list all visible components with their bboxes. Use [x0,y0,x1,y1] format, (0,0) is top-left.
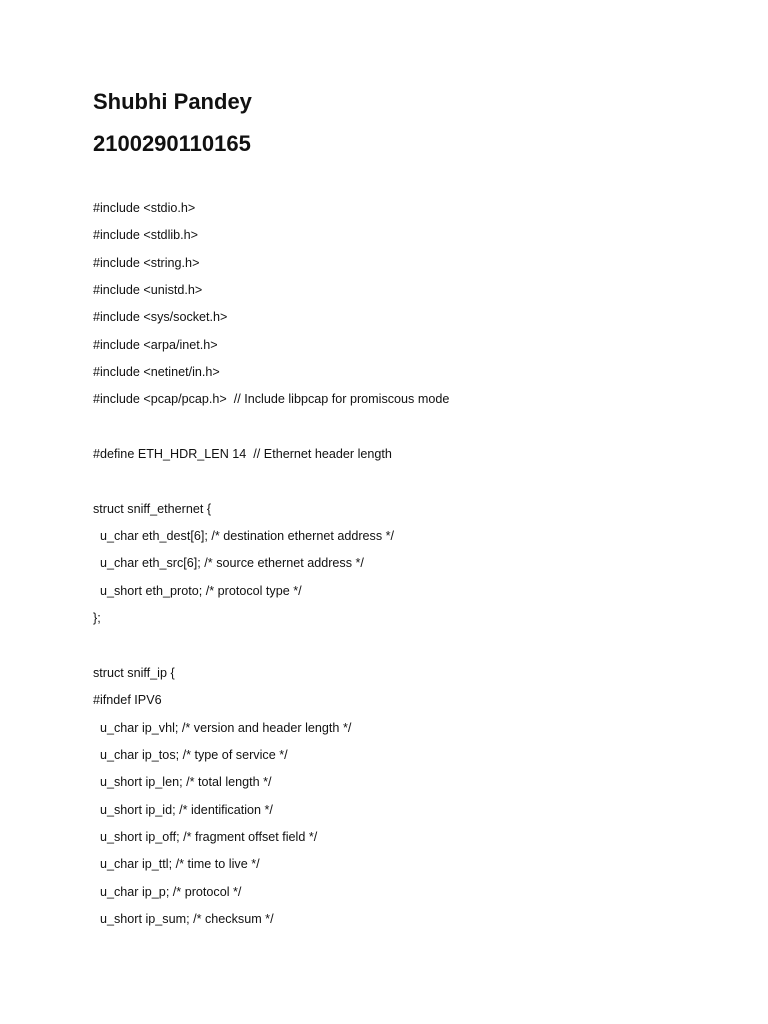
code-line: struct sniff_ip { [93,665,175,680]
code-line [93,633,733,660]
code-line: #include <unistd.h> [93,283,203,298]
code-line: u_char ip_tos; /* type of service */ [93,747,288,762]
student-id: 2100290110165 [93,131,251,156]
code-line: u_char ip_ttl; /* time to live */ [93,857,260,872]
code-line: u_short ip_sum; /* checksum */ [93,911,274,926]
code-line: #include <stdio.h> [93,201,196,215]
code-line: #include <stdlib.h> [93,228,199,243]
code-line: #include <netinet/in.h> [93,365,220,380]
code-line: u_char ip_p; /* protocol */ [93,884,242,899]
code-line: #ifndef IPV6 [93,693,162,708]
code-line: u_char eth_src[6]; /* source ethernet address */ [93,556,364,571]
code-line: #include <pcap/pcap.h> // Include libpcap for promiscous mode [93,392,450,407]
code-line [93,414,733,441]
code-line: u_short ip_len; /* total length */ [93,775,272,790]
code-line: u_short eth_proto; /* protocol type */ [93,583,302,598]
code-block [93,195,733,933]
code-line: #include <string.h> [93,255,200,270]
code-line: struct sniff_ethernet { [93,501,212,516]
code-line: u_short ip_id; /* identification */ [93,802,273,817]
author-name: Shubhi Pandey [93,89,252,114]
code-line: }; [93,611,101,626]
code-line: u_char eth_dest[6]; /* destination ethernet address */ [93,529,395,544]
code-line: #define ETH_HDR_LEN 14 // Ethernet header length [93,447,392,462]
code-line: u_short ip_off; /* fragment offset field */ [93,829,318,844]
code-line [93,468,733,495]
code-line: #include <sys/socket.h> [93,310,228,325]
code-line: u_char ip_vhl; /* version and header length */ [93,720,352,735]
code-line: #include <arpa/inet.h> [93,337,218,352]
